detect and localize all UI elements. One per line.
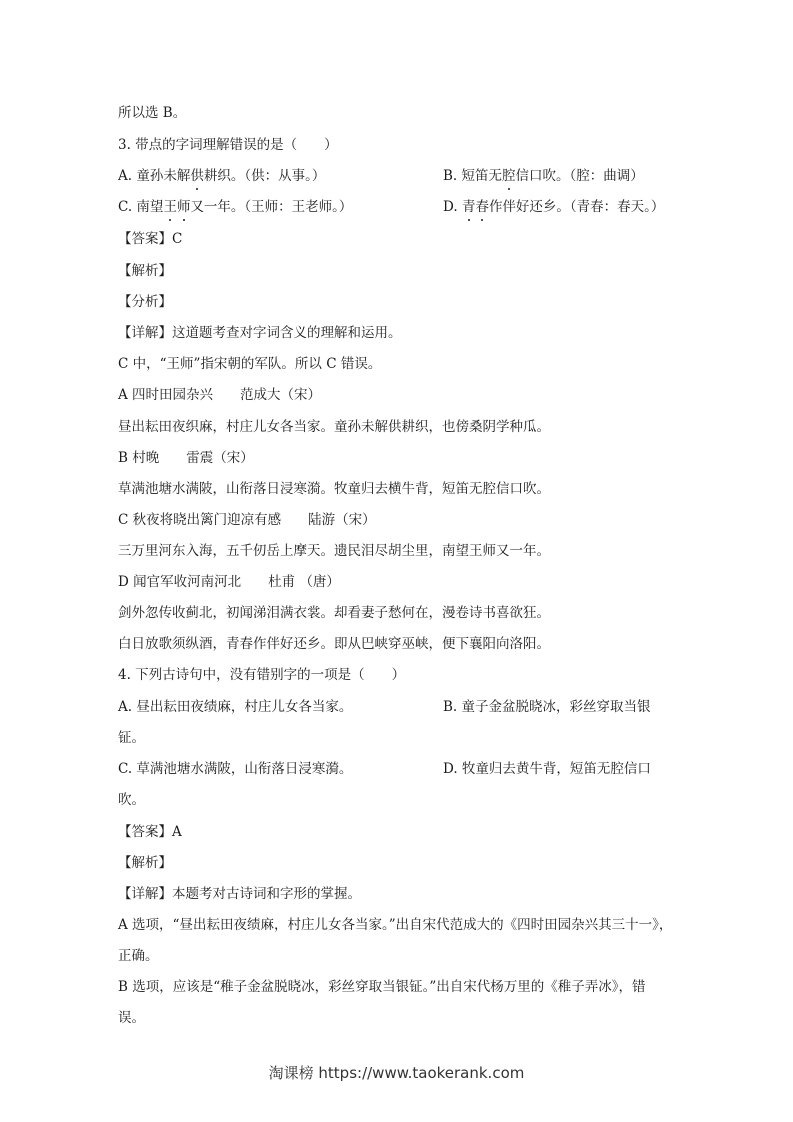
text-line: 所以选 B。 [118,105,187,121]
answer-3: 【答案】C [118,231,183,247]
poem-text: 三万里河东入海，五千仞岳上摩天。遗民泪尽胡尘里，南望王师又一年。 [118,543,550,559]
q3-option-b: B. 短笛无腔信口吹。（腔：曲调） [443,168,644,184]
poem-text: 剑外忽传收蓟北，初闻涕泪满衣裳。却看妻子愁何在，漫卷诗书喜欲狂。 [118,605,550,621]
text-line: C 中，“王师”指宋朝的军队。所以 C 错误。 [118,356,382,372]
emphasis-dot: 青 [461,199,476,215]
question-4: 4. 下列古诗句中，没有错别字的一项是（ ） [118,667,406,683]
text-line: B 选项，应该是“稚子金盆脱晓冰，彩丝穿取当银钲。”出自宋代杨万里的《稚子弄冰》，错 [118,979,646,995]
answer-4: 【答案】A [118,824,182,840]
q4-option-d-cont: 吹。 [118,792,145,808]
poem-title: B 村晚 雷震（宋） [118,450,254,466]
poem-text: 草满池塘水满陂，山衔落日浸寒漪。牧童归去横牛背，短笛无腔信口吹。 [118,481,550,497]
analysis-subheading: 【分析】 [118,294,172,310]
q4-option-c: C. 草满池塘水满陂，山衔落日浸寒漪。 [118,761,353,777]
emphasis-dot: 师 [176,199,191,215]
q3-option-d: D. 青春作伴好还乡。（青春：春天。） [443,199,665,215]
poem-title: C 秋夜将晓出篱门迎凉有感 陆游（宋） [118,512,376,528]
text-line: 误。 [118,1010,145,1026]
emphasis-dot: 王 [163,199,177,215]
emphasis-dot: 腔 [502,168,516,184]
poem-text: 白日放歌须纵酒，青春作伴好还乡。即从巴峡穿巫峡，便下襄阳向洛阳。 [118,636,550,652]
text-line: 正确。 [118,948,159,964]
detail-4: 【详解】本题考对古诗词和字形的掌握。 [118,886,361,902]
q3-option-c: C. 南望王师又一年。（王师：王老师。） [118,199,353,215]
q4-option-a: A. 昼出耘田夜绩麻，村庄儿女各当家。 [118,699,353,715]
text-line: A 选项，“昼出耘田夜绩麻，村庄儿女各当家。”出自宋代范成大的《四时田园杂兴其三十一》， [118,917,673,933]
footer-watermark: 淘课榜 https://www.taokerank.com [268,1064,525,1082]
emphasis-dot: 供 [190,168,204,184]
detail-3: 【详解】这道题考查对字词含义的理解和运用。 [118,325,402,341]
q3-option-a: A. 童孙未解供耕织。（供：从事。） [118,168,326,184]
poem-text: 昼出耘田夜织麻，村庄儿女各当家。童孙未解供耕织，也傍桑阴学种瓜。 [118,419,550,435]
q4-option-d: D. 牧童归去黄牛背，短笛无腔信口 [443,761,651,777]
analysis-heading: 【解析】 [118,263,172,279]
question-3: 3. 带点的字词理解错误的是（ ） [118,137,338,153]
analysis-heading: 【解析】 [118,855,172,871]
poem-title: D 闻官军收河南河北 杜甫 （唐） [118,574,340,590]
q4-option-b-cont: 钲。 [118,730,145,746]
q4-option-b: B. 童子金盆脱晓冰，彩丝穿取当银 [443,699,651,715]
poem-title: A 四时田园杂兴 范成大（宋） [118,387,322,403]
emphasis-dot: 春 [475,199,489,215]
